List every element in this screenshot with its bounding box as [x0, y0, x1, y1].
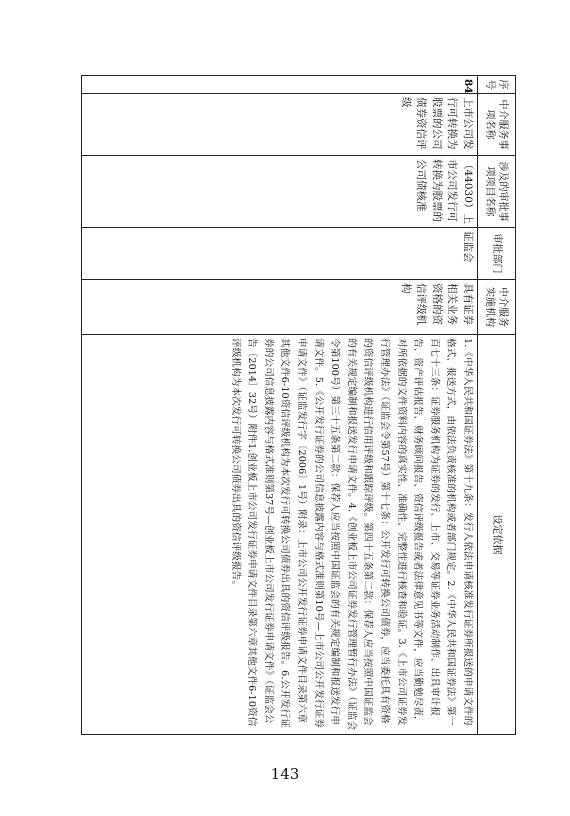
table-row	[82, 76, 478, 735]
header-approval-item: 涉及的审批事项项目名称	[478, 156, 516, 228]
approval-items-table	[81, 75, 516, 735]
header-dept: 审批部门	[478, 228, 516, 280]
page-number: 143	[270, 765, 300, 783]
row-no: 84	[82, 76, 478, 94]
row-service-name: 上市公司发行可转换为股票的公司债券资信评级	[82, 94, 478, 156]
header-basis: 设定依据	[478, 335, 516, 735]
header-service-name: 中介服务事项名称	[478, 94, 516, 156]
row-dept: 证监会	[82, 228, 478, 280]
row-basis: 1.《中华人民共和国证券法》第十九条：发行人依法申请核准发行证券所报送的申请文件的格式、报送方式，由依法负责核准的机构或者部门规定。2.《中华人民共和国证券法》第一百七十三条：证券服务机构为证券的发行、上市、交易等证券业务活动制作、出具审计报告、资产评估报告、财务顾问报告、资信评级报告或者法律意见书等文件，应当勤勉尽责，对所依据的文件资料内容的真实性、准确性、完整性进行核查和验证。3.《上市公司证券发行管理办法》（证监会令第57号）第十七条：公开发行可转换公司债券，应当委托具有资格的资信评级机构进行信用评级和跟踪评级。第四十五条第二款：保荐人应当按照中国证监会的有关规定编制和报送发行申请文件。4.《创业板上市公司证券发行管理暂行办法》（证监会令第100号）第三十五条第二款：保荐人应当按照中国证监会的有关规定编制和报送发行申请文件。5.《公开发行证券的公司信息披露内容与格式准则第10号—上市公司公开发行证券申请文件》（证监发行字〔2006〕1号）附录：上市公司公开发行证券申请文件目录第六章其他文件6-10资信评级机构为本次发行可转换公司债券出具的资信评级报告。6.公开发行证券的公司信息披露内容与格式准则第37号—创业板上市公司发行证券申请文件》（证监会公告〔2014〕32号）附件1.创业板上市公司发行证券申请文件目录第六章其他文件6-10资信评级机构为本次发行可转换公司债券出具的资信评级报告。	[82, 335, 478, 735]
header-org: 中介服务实施机构	[478, 280, 516, 335]
header-no: 序号	[478, 76, 516, 94]
row-org: 具有证券相关业务资格的资信评级机构	[82, 280, 478, 335]
rotated-table-container	[81, 75, 516, 735]
row-approval-item: （44030）上市公司发行可转换为股票的公司债核准	[82, 156, 478, 228]
table-header-row	[478, 76, 516, 735]
